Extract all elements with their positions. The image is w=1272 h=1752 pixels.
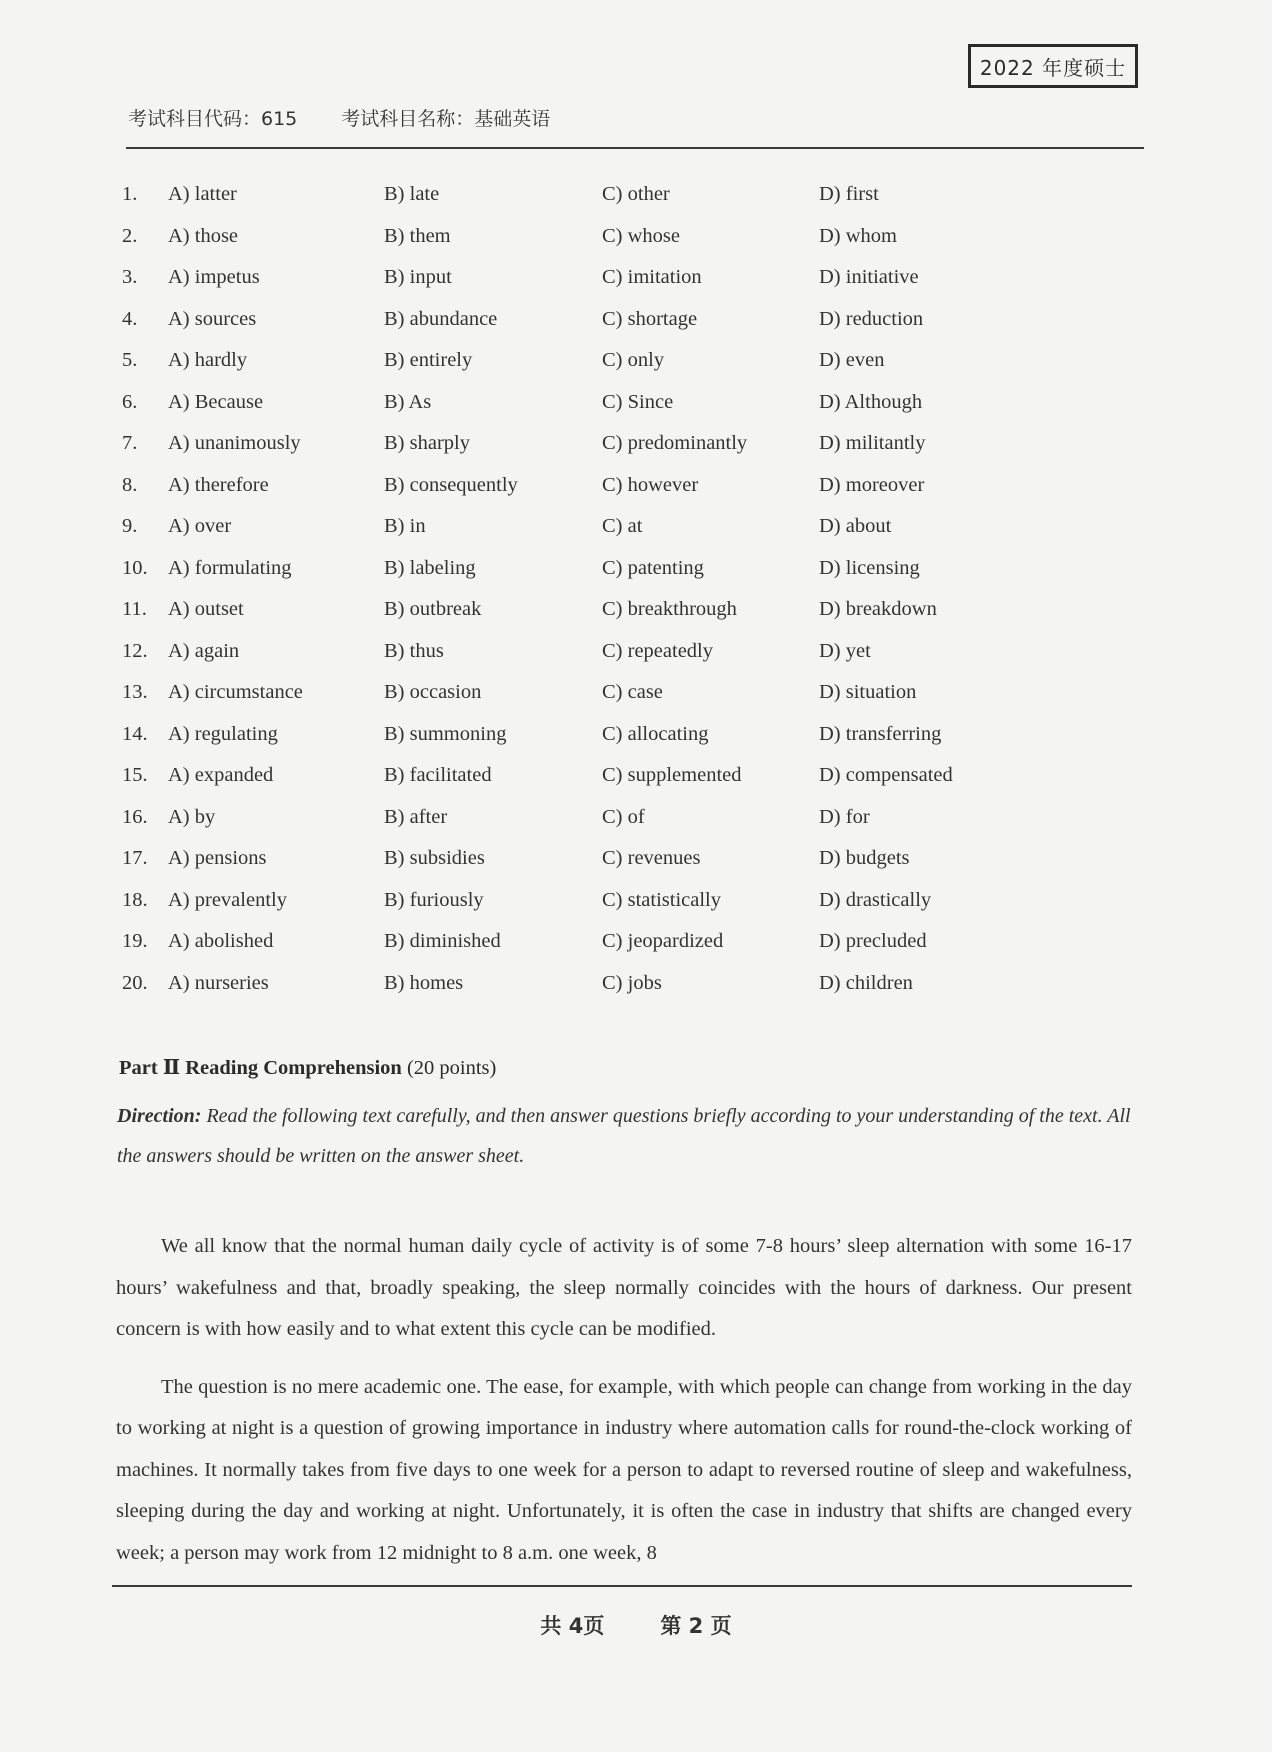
option-row (122, 723, 1122, 765)
option-d: D) about (819, 515, 892, 537)
option-b: B) input (384, 266, 452, 288)
question-number: 4. (122, 307, 138, 330)
option-a: A) again (168, 639, 240, 662)
option-a: A) nurseries (168, 971, 269, 994)
option-c: C) at (602, 515, 643, 537)
option-b: B) in (384, 515, 426, 537)
option-c: C) only (602, 349, 665, 371)
option-a: A) by (168, 805, 216, 828)
question-number: 8. (122, 473, 138, 496)
option-b: B) late (384, 183, 440, 205)
option-row (122, 432, 1122, 474)
current-page: 第 2 页 (660, 1614, 732, 1638)
option-a: A) impetus (168, 266, 260, 288)
option-d: D) Although (819, 390, 923, 413)
option-c: C) of (602, 805, 645, 828)
question-number: 13. (122, 681, 148, 703)
question-number: 16. (122, 805, 148, 828)
option-b: B) homes (384, 971, 464, 994)
option-d: D) reduction (819, 307, 924, 330)
option-d: D) even (819, 349, 885, 371)
passage-paragraph: The question is no mere academic one. The ease, for example, with which people can change from working in the day to working at night is a question of growing importance in industry where automation calls for round-the-clock working of machines. It normally takes from five days to one week for a person to adapt to reversed routine of sleep and wakefulness, sleeping during the day and working at night. Unfortunately, it is often the case in industry that shifts are changed every week; a person may work from 12 midnight to 8 a.m. one week, 8 (116, 1375, 1132, 1564)
option-row (122, 474, 1122, 516)
option-b: B) diminished (384, 930, 501, 952)
passage-paragraph: We all know that the normal human daily cycle of activity is of some 7-8 hours’ sleep alternation with some 16-17 hours’ wakefulness and that, broadly speaking, the sleep normally coincides with the hours of darkness. Our present concern is with how easily and to what extent this cycle can be modified. (116, 1235, 1132, 1340)
option-c: C) jobs (602, 971, 662, 994)
option-c: C) supplemented (602, 764, 742, 786)
option-d: D) initiative (819, 266, 919, 288)
option-c: C) jeopardized (602, 930, 724, 952)
option-row (122, 889, 1122, 931)
option-row (122, 764, 1122, 806)
option-row (122, 349, 1122, 391)
question-number: 15. (122, 764, 148, 786)
subject-code: 考试科目代码：615 (128, 108, 298, 130)
option-a: A) therefore (168, 473, 269, 496)
option-c: C) statistically (602, 888, 721, 911)
option-c: C) allocating (602, 722, 709, 745)
total-pages: 共 4页 (540, 1614, 605, 1638)
option-row (122, 225, 1122, 267)
option-c: C) Since (602, 390, 674, 413)
option-d: D) first (819, 183, 879, 205)
part-title-bold: Part Ⅱ Reading Comprehension (119, 1057, 402, 1079)
option-a: A) sources (168, 307, 257, 330)
option-a: A) latter (168, 183, 237, 205)
option-row (122, 515, 1122, 557)
option-row (122, 557, 1122, 599)
option-b: B) furiously (384, 888, 484, 911)
question-number: 14. (122, 722, 148, 745)
question-number: 20. (122, 971, 148, 994)
option-b: B) labeling (384, 556, 476, 579)
option-row (122, 308, 1122, 350)
option-d: D) budgets (819, 847, 910, 869)
option-d: D) precluded (819, 930, 927, 952)
option-b: B) thus (384, 639, 444, 662)
option-a: A) pensions (168, 847, 267, 869)
option-a: A) circumstance (168, 681, 303, 703)
option-d: D) children (819, 971, 913, 994)
option-c: C) however (602, 473, 699, 496)
option-a: A) outset (168, 598, 244, 620)
option-c: C) predominantly (602, 432, 748, 454)
option-a: A) regulating (168, 722, 278, 745)
direction-label: Direction: (117, 1105, 202, 1127)
option-c: C) shortage (602, 307, 698, 330)
option-b: B) subsidies (384, 847, 485, 869)
page-footer (0, 1610, 1272, 1640)
option-c: C) breakthrough (602, 598, 737, 620)
option-a: A) those (168, 224, 239, 247)
option-row (122, 598, 1122, 640)
option-d: D) for (819, 805, 870, 828)
option-row (122, 681, 1122, 723)
option-d: D) licensing (819, 556, 920, 579)
option-c: C) imitation (602, 266, 702, 288)
option-row (122, 640, 1122, 682)
year-badge: 2022 年度硕士 (968, 44, 1138, 88)
option-row (122, 391, 1122, 433)
question-number: 18. (122, 888, 148, 911)
option-row (122, 930, 1122, 972)
question-number: 5. (122, 349, 138, 371)
exam-header (128, 104, 550, 131)
option-d: D) yet (819, 639, 871, 662)
option-b: B) after (384, 805, 448, 828)
option-row (122, 183, 1122, 225)
option-c: C) whose (602, 224, 681, 247)
header-divider (126, 147, 1144, 149)
option-d: D) breakdown (819, 598, 937, 620)
option-d: D) transferring (819, 722, 942, 745)
question-number: 7. (122, 432, 138, 454)
option-c: C) case (602, 681, 663, 703)
option-row (122, 847, 1122, 889)
option-b: B) sharply (384, 432, 470, 454)
option-c: C) revenues (602, 847, 701, 869)
question-number: 3. (122, 266, 138, 288)
option-c: C) patenting (602, 556, 704, 579)
question-number: 1. (122, 183, 138, 205)
question-number: 17. (122, 847, 148, 869)
option-c: C) repeatedly (602, 639, 713, 662)
option-d: D) militantly (819, 432, 926, 454)
question-number: 6. (122, 390, 138, 413)
subject-name: 考试科目名称：基础英语 (341, 108, 551, 130)
option-b: B) abundance (384, 307, 498, 330)
option-b: B) entirely (384, 349, 473, 371)
options-list (122, 183, 1122, 1013)
option-a: A) over (168, 515, 232, 537)
direction (117, 1096, 1132, 1176)
option-b: B) consequently (384, 473, 518, 496)
option-b: B) As (384, 390, 432, 413)
option-b: B) facilitated (384, 764, 492, 786)
option-d: D) drastically (819, 888, 932, 911)
option-b: B) occasion (384, 681, 482, 703)
option-row (122, 806, 1122, 848)
option-d: D) moreover (819, 473, 925, 496)
option-b: B) summoning (384, 722, 507, 745)
option-a: A) formulating (168, 556, 292, 579)
option-a: A) prevalently (168, 888, 287, 911)
option-a: A) hardly (168, 349, 248, 371)
reading-passage (116, 1226, 1132, 1590)
question-number: 9. (122, 515, 138, 537)
option-a: A) expanded (168, 764, 274, 786)
option-a: A) abolished (168, 930, 274, 952)
question-number: 12. (122, 639, 148, 662)
option-d: D) situation (819, 681, 917, 703)
option-d: D) compensated (819, 764, 953, 786)
question-number: 2. (122, 224, 138, 247)
direction-text: Read the following text carefully, and then answer questions briefly according to your understanding of the text. All the answers should be written on the answer sheet. (117, 1105, 1131, 1167)
option-c: C) other (602, 183, 670, 205)
part-points: (20 points) (406, 1057, 497, 1079)
footer-divider (112, 1585, 1132, 1587)
option-row (122, 266, 1122, 308)
option-a: A) unanimously (168, 432, 301, 454)
option-row (122, 972, 1122, 1014)
question-number: 11. (122, 598, 147, 620)
option-b: B) outbreak (384, 598, 482, 620)
option-a: A) Because (168, 390, 264, 413)
question-number: 19. (122, 930, 148, 952)
part-title (119, 1055, 496, 1080)
option-d: D) whom (819, 224, 898, 247)
option-b: B) them (384, 224, 451, 247)
question-number: 10. (122, 556, 148, 579)
